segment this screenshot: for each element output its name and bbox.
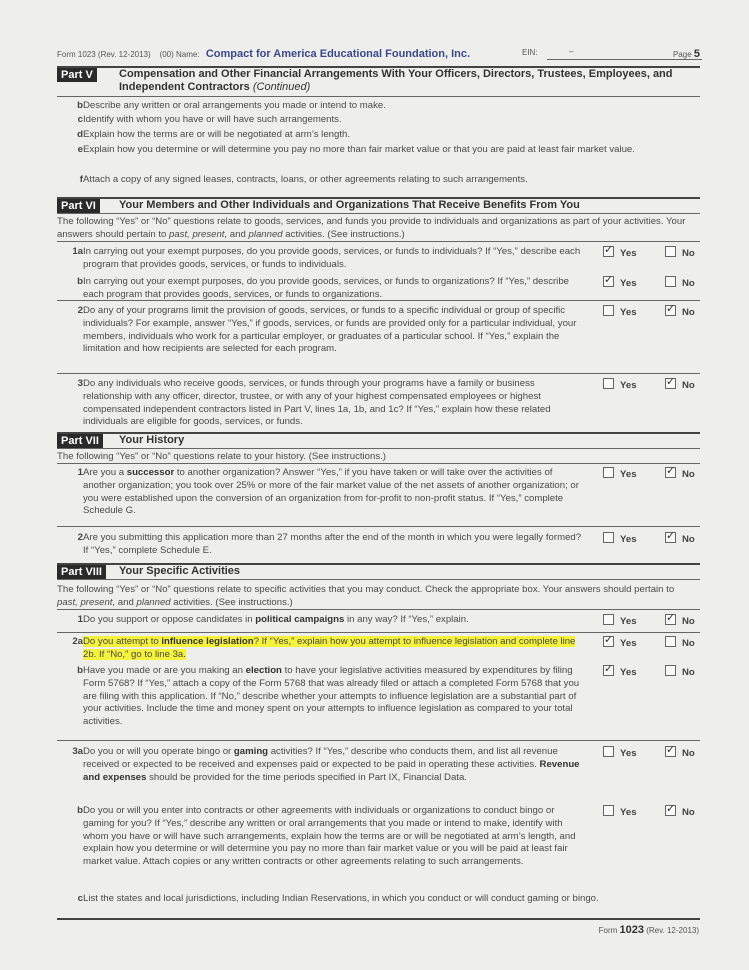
question-number: 1 bbox=[77, 467, 83, 478]
bold-text: election bbox=[245, 665, 282, 676]
unchecked-checkbox[interactable] bbox=[603, 532, 614, 543]
checked-checkbox[interactable] bbox=[665, 467, 676, 478]
question-text bbox=[83, 246, 583, 272]
question-text bbox=[83, 532, 583, 558]
divider bbox=[57, 918, 700, 920]
divider bbox=[57, 609, 700, 610]
yes-option[interactable] bbox=[603, 805, 637, 820]
checked-checkbox[interactable] bbox=[603, 276, 614, 287]
question-text bbox=[83, 114, 643, 127]
no-label: No bbox=[682, 638, 695, 649]
part-title: Your History bbox=[119, 434, 185, 446]
text-segment: ? If “Yes,” explain how you attempt to influence legislation and complete line 2b. If “No,” go to line 3a. bbox=[83, 636, 576, 660]
text-segment: to have your legislative activities measured by expenditures by filing Form 5768? If “Yes,” attach a copy of the Form 5768 that was already filed or attach a completed Form 5768 that you are filing with this application. If “No,” describe whether your attempts to influence legislation are a substantial part of your activities. Include the time and money spent on your attempts to influence legislation as compared to your total activities. bbox=[83, 665, 580, 728]
form-header bbox=[57, 48, 700, 62]
part-7-header bbox=[57, 432, 700, 449]
checkmark-icon: ✓ bbox=[604, 244, 614, 256]
part-8-header bbox=[57, 563, 700, 580]
question-number: 2 bbox=[77, 305, 83, 316]
question-number: 3 bbox=[77, 378, 83, 389]
bold-text: gaming bbox=[233, 746, 269, 757]
divider bbox=[57, 463, 700, 464]
no-option[interactable] bbox=[665, 532, 695, 547]
question-number: 2a bbox=[72, 636, 83, 647]
yes-label: Yes bbox=[620, 469, 637, 480]
italic-text: past, present, bbox=[57, 597, 116, 608]
checked-checkbox[interactable] bbox=[665, 614, 676, 625]
checked-checkbox[interactable] bbox=[665, 378, 676, 389]
text-segment: List the states and local jurisdictions, including Indian Reservations, in which you conduct or will conduct gaming or bingo. bbox=[83, 893, 599, 904]
text-segment: Do you support or oppose candidates in bbox=[83, 614, 256, 625]
no-option[interactable] bbox=[665, 305, 695, 320]
no-option[interactable] bbox=[665, 614, 695, 629]
footer-form-word: Form bbox=[598, 926, 618, 935]
text-segment: Do any individuals who receive goods, services, or funds through your programs have a family or business relationship with any officer, director, trustee, or with any of your highest compensated employees or highest compensated independent contractors listed in Part V, lines 1a, 1b, and 1c? If “Yes,” explain how these related individuals are eligible for goods, services, or funds. bbox=[83, 378, 551, 428]
highlighted-text bbox=[83, 636, 575, 660]
checkmark-icon: ✓ bbox=[604, 274, 614, 286]
footer-revision: (Rev. 12-2013) bbox=[646, 926, 699, 935]
question-text bbox=[83, 305, 583, 356]
question-text bbox=[83, 805, 583, 869]
yes-option[interactable] bbox=[603, 665, 637, 680]
page-label: Page bbox=[672, 50, 692, 59]
no-option[interactable] bbox=[665, 805, 695, 820]
yes-label: Yes bbox=[620, 616, 637, 627]
checkmark-icon: ✓ bbox=[666, 612, 676, 624]
text-segment: Explain how the terms are or will be negotiated at arm’s length. bbox=[83, 129, 350, 140]
text-segment: Do you or will you operate bingo or bbox=[83, 746, 234, 757]
name-label: Name: bbox=[176, 50, 200, 59]
part-6-header bbox=[57, 197, 700, 214]
unchecked-checkbox[interactable] bbox=[603, 614, 614, 625]
question-number: 1 bbox=[77, 614, 83, 625]
yes-label: Yes bbox=[620, 667, 637, 678]
yes-option[interactable] bbox=[603, 276, 637, 291]
no-option[interactable] bbox=[665, 467, 695, 482]
question-number: d bbox=[77, 129, 83, 140]
yes-option[interactable] bbox=[603, 246, 637, 261]
checkmark-icon: ✓ bbox=[666, 744, 676, 756]
question-text bbox=[83, 100, 643, 113]
question-number: b bbox=[77, 100, 83, 111]
yes-option[interactable] bbox=[603, 614, 637, 629]
no-label: No bbox=[682, 616, 695, 627]
text-segment: Identify with whom you have or will have such arrangements. bbox=[83, 114, 342, 125]
form-label: Form 1023 (Rev. 12-2013) bbox=[57, 50, 151, 59]
part-title: Your Members and Other Individuals and Organizations That Receive Benefits From You bbox=[119, 199, 580, 211]
question-number: 1a bbox=[72, 246, 83, 257]
unchecked-checkbox[interactable] bbox=[603, 305, 614, 316]
unchecked-checkbox[interactable] bbox=[603, 378, 614, 389]
part-title-suffix: (Continued) bbox=[252, 81, 311, 93]
text-segment: and bbox=[227, 229, 249, 240]
divider bbox=[57, 241, 700, 242]
no-option[interactable] bbox=[665, 636, 695, 651]
yes-option[interactable] bbox=[603, 746, 637, 761]
text-segment: Are you a bbox=[83, 467, 127, 478]
no-label: No bbox=[682, 307, 695, 318]
form-code: (00) bbox=[159, 50, 174, 59]
question-text bbox=[83, 276, 583, 302]
italic-text: planned bbox=[248, 229, 283, 240]
unchecked-checkbox[interactable] bbox=[665, 665, 676, 676]
question-text bbox=[83, 893, 643, 906]
part-title: Your Specific Activities bbox=[119, 565, 241, 577]
checked-checkbox[interactable] bbox=[603, 636, 614, 647]
yes-option[interactable] bbox=[603, 636, 637, 651]
unchecked-checkbox[interactable] bbox=[603, 746, 614, 757]
text-segment: Attach a copy of any signed leases, contracts, loans, or other agreements relating to such arrangements. bbox=[83, 174, 528, 185]
text-segment: activities. (See instructions.) bbox=[170, 597, 293, 608]
no-option[interactable] bbox=[665, 378, 695, 393]
text-segment: activities? If “Yes,” describe who conducts them, and list all revenue received or expected to be received and expenses paid or expected to be paid in operating these activities. bbox=[83, 746, 558, 770]
divider bbox=[57, 740, 700, 741]
no-label: No bbox=[682, 380, 695, 391]
page-indicator bbox=[673, 48, 700, 60]
question-number: b bbox=[77, 665, 83, 676]
no-label: No bbox=[682, 667, 695, 678]
text-segment: Do you or will you enter into contracts or other agreements with individuals or organizations to conduct bingo or gaming for you? If “Yes,” describe any written or oral arrangements that you made or intend to make, identify with whom you have or will have such arrangements, explain how the terms are or will be negotiated at arm’s length, and explain how you determine or will determine you pay no more than fair market value or you will be paid at least fair market value. Attach copies or any written contracts or other agreements relating to such arrangements. bbox=[83, 805, 576, 868]
text-segment: The following “Yes” or “No” questions relate to your history. (See instructions.) bbox=[57, 451, 386, 462]
yes-label: Yes bbox=[620, 248, 637, 259]
text-segment: Are you submitting this application more than 27 months after the end of the month in which you were legally formed? If “Yes,” complete Schedule E. bbox=[83, 532, 582, 556]
yes-label: Yes bbox=[620, 807, 637, 818]
text-segment: The following “Yes” or “No” questions relate to specific activities that you may conduct. Check the appropriate box. Your answers should pertain to bbox=[57, 584, 675, 595]
text-segment: Explain how you determine or will determine you pay no more than fair market value or that you are paid at least fair market value. bbox=[83, 144, 635, 155]
form-footer bbox=[599, 924, 699, 936]
question-text bbox=[83, 144, 643, 157]
italic-text: planned bbox=[136, 597, 171, 608]
ein-label: EIN: bbox=[522, 48, 538, 57]
yes-label: Yes bbox=[620, 534, 637, 545]
section-instructions bbox=[57, 583, 697, 609]
section-instructions bbox=[57, 450, 697, 463]
divider bbox=[57, 373, 700, 374]
yes-option[interactable] bbox=[603, 532, 637, 547]
text-segment: Have you made or are you making an bbox=[83, 665, 246, 676]
part-5-header bbox=[57, 66, 700, 97]
question-number: e bbox=[77, 144, 83, 155]
no-label: No bbox=[682, 748, 695, 759]
unchecked-checkbox[interactable] bbox=[665, 636, 676, 647]
unchecked-checkbox[interactable] bbox=[665, 246, 676, 257]
no-option[interactable] bbox=[665, 246, 695, 261]
yes-label: Yes bbox=[620, 307, 637, 318]
yes-option[interactable] bbox=[603, 378, 637, 393]
question-text bbox=[83, 378, 583, 429]
question-text bbox=[83, 174, 643, 187]
text-segment: Do any of your programs limit the provision of goods, services, or funds to a specific individual or group of specific individuals? For example, answer “Yes,” if goods, services, or funds are provided only for a particular individual, your members, individuals who work for a particular employer, or graduates of a particular school. If “Yes,” explain the limitation and how recipients are selected for each program. bbox=[83, 305, 577, 355]
part-label: Part VIII bbox=[57, 565, 106, 579]
no-label: No bbox=[682, 469, 695, 480]
yes-label: Yes bbox=[620, 748, 637, 759]
yes-label: Yes bbox=[620, 638, 637, 649]
checkmark-icon: ✓ bbox=[666, 376, 676, 388]
yes-label: Yes bbox=[620, 380, 637, 391]
no-label: No bbox=[682, 807, 695, 818]
text-segment: Do you attempt to bbox=[83, 636, 162, 647]
divider bbox=[57, 632, 700, 633]
question-number: b bbox=[77, 805, 83, 816]
bold-text: influence legislation bbox=[161, 636, 254, 647]
italic-text: past, present, bbox=[169, 229, 228, 240]
no-option[interactable] bbox=[665, 665, 695, 680]
text-segment: should be provided for the time periods specified in Part IX, Financial Data. bbox=[146, 771, 467, 783]
bold-text: political campaigns bbox=[255, 614, 345, 625]
checked-checkbox[interactable] bbox=[665, 532, 676, 543]
organization-name: Compact for America Educational Foundation, Inc. bbox=[205, 48, 471, 60]
part-label: Part VI bbox=[57, 199, 100, 213]
unchecked-checkbox[interactable] bbox=[665, 276, 676, 287]
no-label: No bbox=[682, 534, 695, 545]
question-number: c bbox=[77, 114, 83, 125]
question-text bbox=[83, 614, 583, 627]
question-number: c bbox=[77, 893, 83, 904]
text-segment: in any way? If “Yes,” explain. bbox=[344, 614, 469, 625]
checkmark-icon: ✓ bbox=[604, 634, 614, 646]
question-number: 3a bbox=[72, 746, 83, 757]
bold-text: successor bbox=[126, 467, 175, 478]
checked-checkbox[interactable] bbox=[603, 246, 614, 257]
text-segment: Describe any written or oral arrangements you made or intend to make. bbox=[83, 100, 386, 111]
part-label: Part V bbox=[57, 68, 97, 82]
page-number: 5 bbox=[693, 48, 700, 60]
checked-checkbox[interactable] bbox=[603, 665, 614, 676]
part-title: Compensation and Other Financial Arrangements With Your Officers, Directors, Trustees, Employees, and Independent Contractors (Continued) bbox=[119, 68, 673, 93]
no-label: No bbox=[682, 278, 695, 289]
question-text bbox=[83, 467, 583, 518]
text-segment: to another organization? Answer “Yes,” if you have taken or will take over the activities of another organization; you took over 25% or more of the fair market value of the net assets of another organization; or you were established upon the conversion of an organization from for-profit to non-profit status. If “Yes,” complete Schedule G. bbox=[83, 467, 579, 517]
question-text bbox=[83, 665, 583, 729]
unchecked-checkbox[interactable] bbox=[603, 805, 614, 816]
divider bbox=[57, 526, 700, 527]
question-text bbox=[83, 636, 583, 662]
footer-form-number: 1023 bbox=[619, 924, 644, 936]
question-text bbox=[83, 746, 583, 784]
checkmark-icon: ✓ bbox=[666, 803, 676, 815]
section-instructions bbox=[57, 215, 697, 241]
question-number: b bbox=[77, 276, 83, 287]
no-label: No bbox=[682, 248, 695, 259]
unchecked-checkbox[interactable] bbox=[603, 467, 614, 478]
bold-text: Revenue and expenses bbox=[83, 758, 580, 783]
text-segment: and bbox=[115, 597, 137, 608]
yes-label: Yes bbox=[620, 278, 637, 289]
question-text bbox=[83, 129, 643, 142]
question-number: 2 bbox=[77, 532, 83, 543]
question-number: f bbox=[79, 174, 83, 185]
checked-checkbox[interactable] bbox=[665, 805, 676, 816]
no-option[interactable] bbox=[665, 276, 695, 291]
checkmark-icon: ✓ bbox=[666, 303, 676, 315]
checked-checkbox[interactable] bbox=[665, 746, 676, 757]
part-label: Part VII bbox=[57, 434, 103, 448]
ein-value: – bbox=[569, 47, 574, 56]
checkmark-icon: ✓ bbox=[604, 663, 614, 675]
checked-checkbox[interactable] bbox=[665, 305, 676, 316]
text-segment: In carrying out your exempt purposes, do you provide goods, services, or funds to organizations? If “Yes,” describe each program that provides goods, services, or funds to organizations. bbox=[83, 276, 569, 300]
yes-option[interactable] bbox=[603, 305, 637, 320]
text-segment: In carrying out your exempt purposes, do you provide goods, services, or funds to individuals? If “Yes,” describe each program that provides goods, services, or funds to individuals. bbox=[83, 246, 581, 270]
text-segment: The following “Yes” or “No” questions relate to goods, services, and funds you provide to individuals and organizations as part of your activities. Your answers should pertain to bbox=[57, 216, 686, 240]
yes-option[interactable] bbox=[603, 467, 637, 482]
text-segment: activities. (See instructions.) bbox=[282, 229, 405, 240]
no-option[interactable] bbox=[665, 746, 695, 761]
checkmark-icon: ✓ bbox=[666, 465, 676, 477]
checkmark-icon: ✓ bbox=[666, 530, 676, 542]
